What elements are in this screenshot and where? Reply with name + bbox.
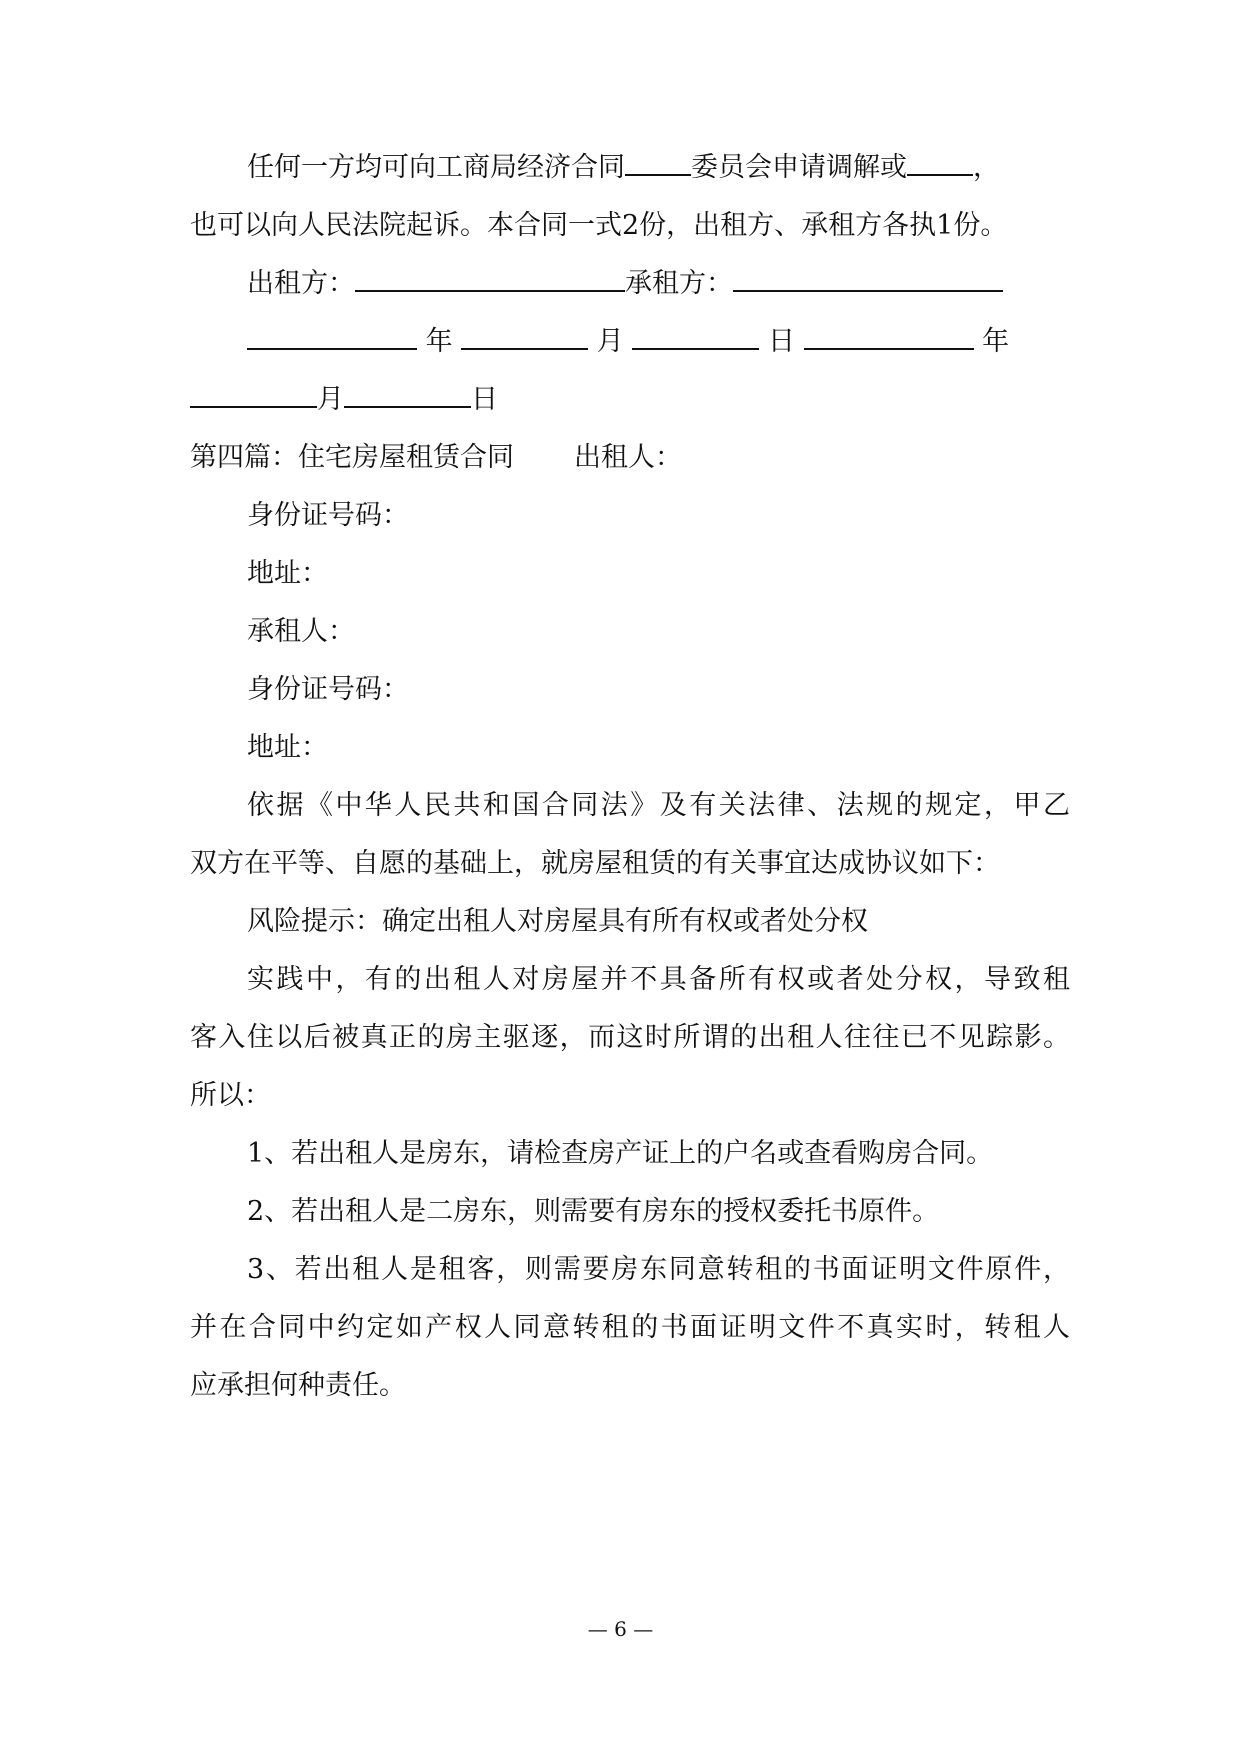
page-number: — 6 — [587, 1617, 654, 1641]
paragraph-line: 应承担何种责任。 [190, 1370, 406, 1401]
day-blank [632, 322, 759, 350]
paragraph-line: 客入住以后被真正的房主驱逐，而这时所谓的出租人往往已不见踪影。 [190, 1022, 1070, 1053]
paragraph-line: 所以： [190, 1080, 271, 1111]
blank-line [625, 148, 691, 176]
list-item: 1、若出租人是房东，请检查房产证上的户名或查看购房合同。 [247, 1138, 994, 1169]
text: 委员会申请调解或 [691, 152, 907, 183]
paragraph-line [247, 148, 1070, 188]
year-blank [804, 322, 974, 350]
address-field: 地址： [247, 732, 328, 763]
blank-line [907, 148, 973, 176]
day-label: 日 [471, 384, 498, 415]
month-label: 月 [317, 384, 344, 415]
day-label: 日 [767, 326, 795, 357]
date-line [190, 380, 1070, 420]
paragraph-line: 依据《中华人民共和国合同法》及有关法律、法规的规定，甲乙 [247, 790, 1070, 821]
lessee-signature-blank [733, 264, 1003, 292]
section-heading [190, 438, 1070, 478]
month-blank [190, 380, 317, 408]
risk-heading: 风险提示：确定出租人对房屋具有所有权或者处分权 [247, 906, 868, 937]
signature-line [247, 264, 1070, 304]
year-blank [247, 322, 417, 350]
month-label: 月 [596, 326, 624, 357]
lessee-label: 承租方： [625, 268, 733, 299]
lessee-field: 承租人： [247, 616, 355, 647]
month-blank [461, 322, 588, 350]
list-item: 3、若出租人是租客，则需要房东同意转租的书面证明文件原件， [247, 1254, 1070, 1285]
list-item: 2、若出租人是二房东，则需要有房东的授权委托书原件。 [247, 1196, 940, 1227]
day-blank [344, 380, 471, 408]
paragraph-line: 并在合同中约定如产权人同意转租的书面证明文件不真实时，转租人 [190, 1312, 1070, 1343]
lessor-field-label: 出租人： [574, 442, 682, 473]
address-field: 地址： [247, 558, 328, 589]
text: 任何一方均可向工商局经济合同 [247, 152, 625, 183]
date-line [247, 322, 1070, 362]
year-label: 年 [982, 326, 1010, 357]
lessor-signature-blank [355, 264, 625, 292]
year-label: 年 [425, 326, 453, 357]
text: ， [973, 152, 1000, 183]
id-number-field: 身份证号码： [247, 674, 409, 705]
paragraph-line: 实践中，有的出租人对房屋并不具备所有权或者处分权，导致租 [247, 964, 1070, 995]
id-number-field: 身份证号码： [247, 500, 409, 531]
section-title: 第四篇：住宅房屋租赁合同 [190, 442, 514, 473]
paragraph-line: 双方在平等、自愿的基础上，就房屋租赁的有关事宜达成协议如下： [190, 848, 1000, 879]
lessor-label: 出租方： [247, 268, 355, 299]
paragraph-line: 也可以向人民法院起诉。本合同一式2份，出租方、承租方各执1份。 [190, 210, 1008, 241]
